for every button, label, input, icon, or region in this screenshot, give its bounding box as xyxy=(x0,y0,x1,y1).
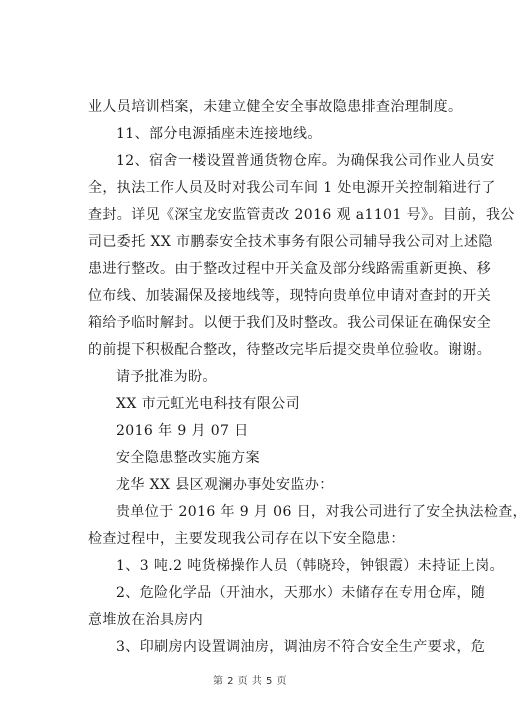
document-body xyxy=(88,94,527,661)
body-line-8: 位布线、加装漏保及接地线等，现特向贵单位申请对查封的开关 xyxy=(88,288,492,304)
page-number-footer: 第 2 页 共 5 页 xyxy=(212,676,288,687)
body-line-21: 3、印刷房内设置调油房，调油房不符合安全生产要求，危 xyxy=(116,639,486,655)
body-line-14: 安全隐患整改实施方案 xyxy=(116,450,260,466)
body-line-18: 1、3 吨.2 吨货梯操作人员（韩晓玲，钟银霞）未持证上岗。 xyxy=(116,558,505,574)
body-line-13: 2016 年 9 月 07 日 xyxy=(116,423,249,439)
body-line-3: 12、宿舍一楼设置普通货物仓库。为确保我公司作业人员安 xyxy=(116,153,495,169)
body-line-11: 请予批准为盼。 xyxy=(116,369,217,385)
body-line-9: 箱给予临时解封。以便于我们及时整改。我公司保证在确保安全 xyxy=(88,315,492,331)
body-line-20: 意堆放在治具房内 xyxy=(88,612,204,628)
body-line-4: 全，执法工作人员及时对我公司车间 1 处电源开关控制箱进行了 xyxy=(88,180,496,196)
body-line-15: 龙华 XX 县区观澜办事处安监办： xyxy=(116,477,334,493)
body-line-12: XX 市元虹光电科技有限公司 xyxy=(116,396,300,412)
body-line-6: 司已委托 XX 市鹏泰安全技术事务有限公司辅导我公司对上述隐 xyxy=(88,234,493,250)
body-line-7: 患进行整改。由于整改过程中开关盒及部分线路需重新更换、移 xyxy=(88,261,492,277)
body-line-16: 贵单位于 2016 年 9 月 06 日，对我公司进行了安全执法检查， xyxy=(116,504,527,520)
body-line-10: 的前提下积极配合整改，待整改完毕后提交贵单位验收。谢谢。 xyxy=(88,342,492,358)
body-line-19: 2、危险化学品（开油水，天那水）未储存在专用仓库，随 xyxy=(116,585,486,601)
body-line-17: 检查过程中，主要发现我公司存在以下安全隐患： xyxy=(88,531,405,547)
body-line-1: 业人员培训档案，未建立健全安全事故隐患排查治理制度。 xyxy=(88,99,463,115)
body-line-2: 11、部分电源插座未连接地线。 xyxy=(116,126,322,142)
body-line-5: 查封。详见《深宝龙安监管责改 2016 观 a1101 号》。目前，我公 xyxy=(88,207,515,223)
